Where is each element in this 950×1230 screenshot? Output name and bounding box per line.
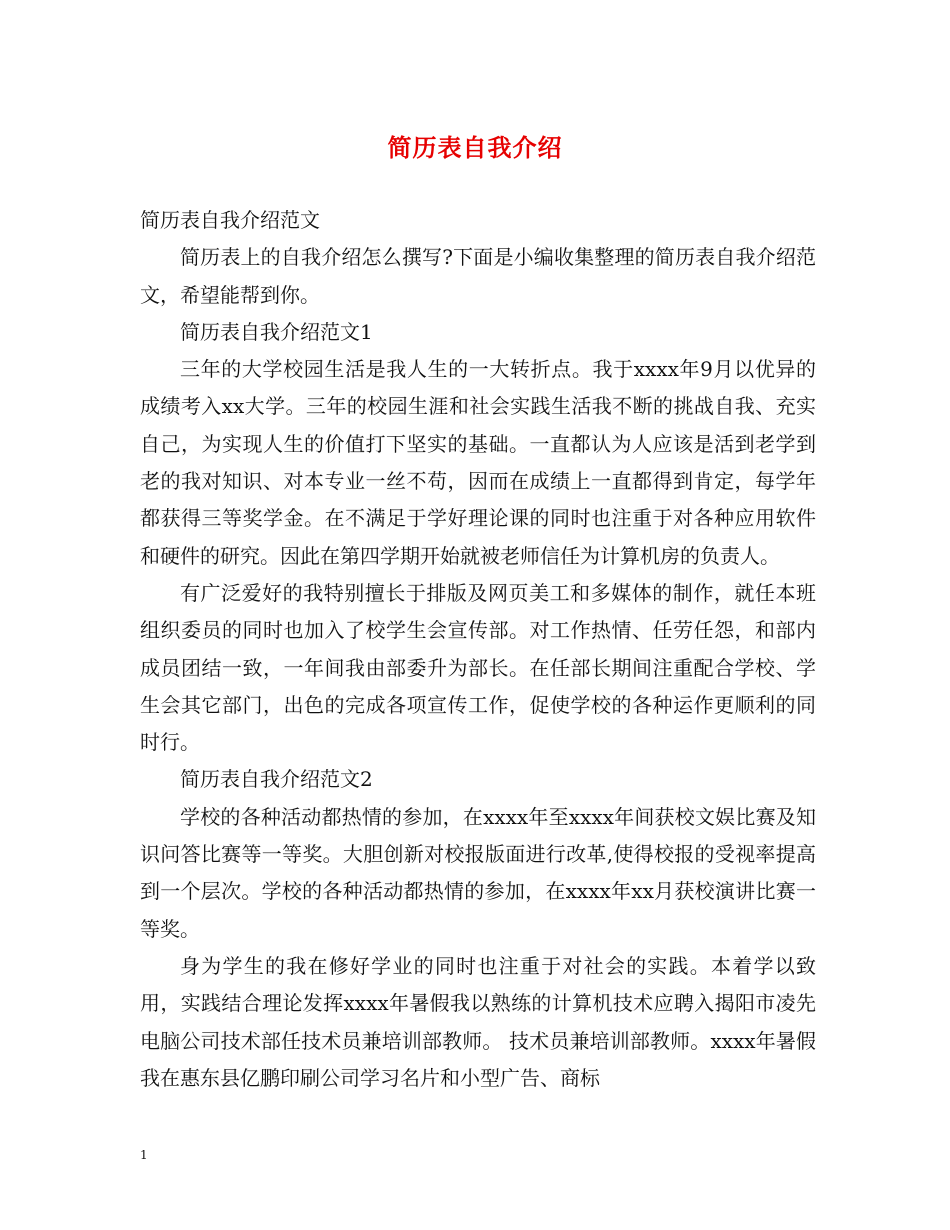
paragraph-section-2-body-a: 学校的各种活动都热情的参加，在xxxx年至xxxx年间获校文娱比赛及知识问答比赛等一等奖。大胆创新对校报版面进行改革,使得校报的受视率提高到一个层次。学校的各种活动都热情的参加，在xxxx年xx月获校演讲比赛一等奖。	[140, 804, 816, 941]
paragraph-section-1-body-a: 三年的大学校园生活是我人生的一大转折点。我于xxxx年9月以优异的成绩考入xx大学。三年的校园生涯和社会实践生活我不断的挑战自我、充实自己，为实现人生的价值打下坚实的基础。一直都认为人应该是活到老学到老的我对知识、对本专业一丝不苟，因而在成绩上一直都得到肯定，每学年都获得三等奖学金。在不满足于学好理论课的同时也注重于对各种应用软件和硬件的研究。因此在第四学期开始就被老师信任为计算机房的负责人。	[140, 357, 816, 568]
page-number: 1	[140, 1148, 148, 1162]
paragraph-intro-heading: 简历表自我介绍范文	[140, 208, 320, 232]
paragraph-section-1-heading: 简历表自我介绍范文1	[180, 319, 373, 344]
paragraph-intro: 简历表上的自我介绍怎么撰写?下面是小编收集整理的简历表自我介绍范文，希望能帮到你。	[140, 245, 816, 307]
paragraph-section-2-body-b: 身为学生的我在修好学业的同时也注重于对社会的实践。本着学以致用，实践结合理论发挥xxxx年暑假我以熟练的计算机技术应聘入揭阳市凌先电脑公司技术部任技术员兼培训部教师。 技术员兼培训部教师。xxxx年暑假我在惠东县亿鹏印刷公司学习名片和小型广告、商标	[140, 953, 816, 1090]
paragraph-section-1-body-b: 有广泛爱好的我特别擅长于排版及网页美工和多媒体的制作，就任本班组织委员的同时也加入了校学生会宣传部。对工作热情、任劳任怨，和部内成员团结一致，一年间我由部委升为部长。在任部长期间注重配合学校、学生会其它部门，出色的完成各项宣传工作，促使学校的各种运作更顺利的同时行。	[140, 580, 816, 755]
document-body	[140, 202, 816, 1097]
paragraph-section-2-heading: 简历表自我介绍范文2	[180, 767, 373, 792]
document-title: 简历表自我介绍	[387, 133, 563, 162]
